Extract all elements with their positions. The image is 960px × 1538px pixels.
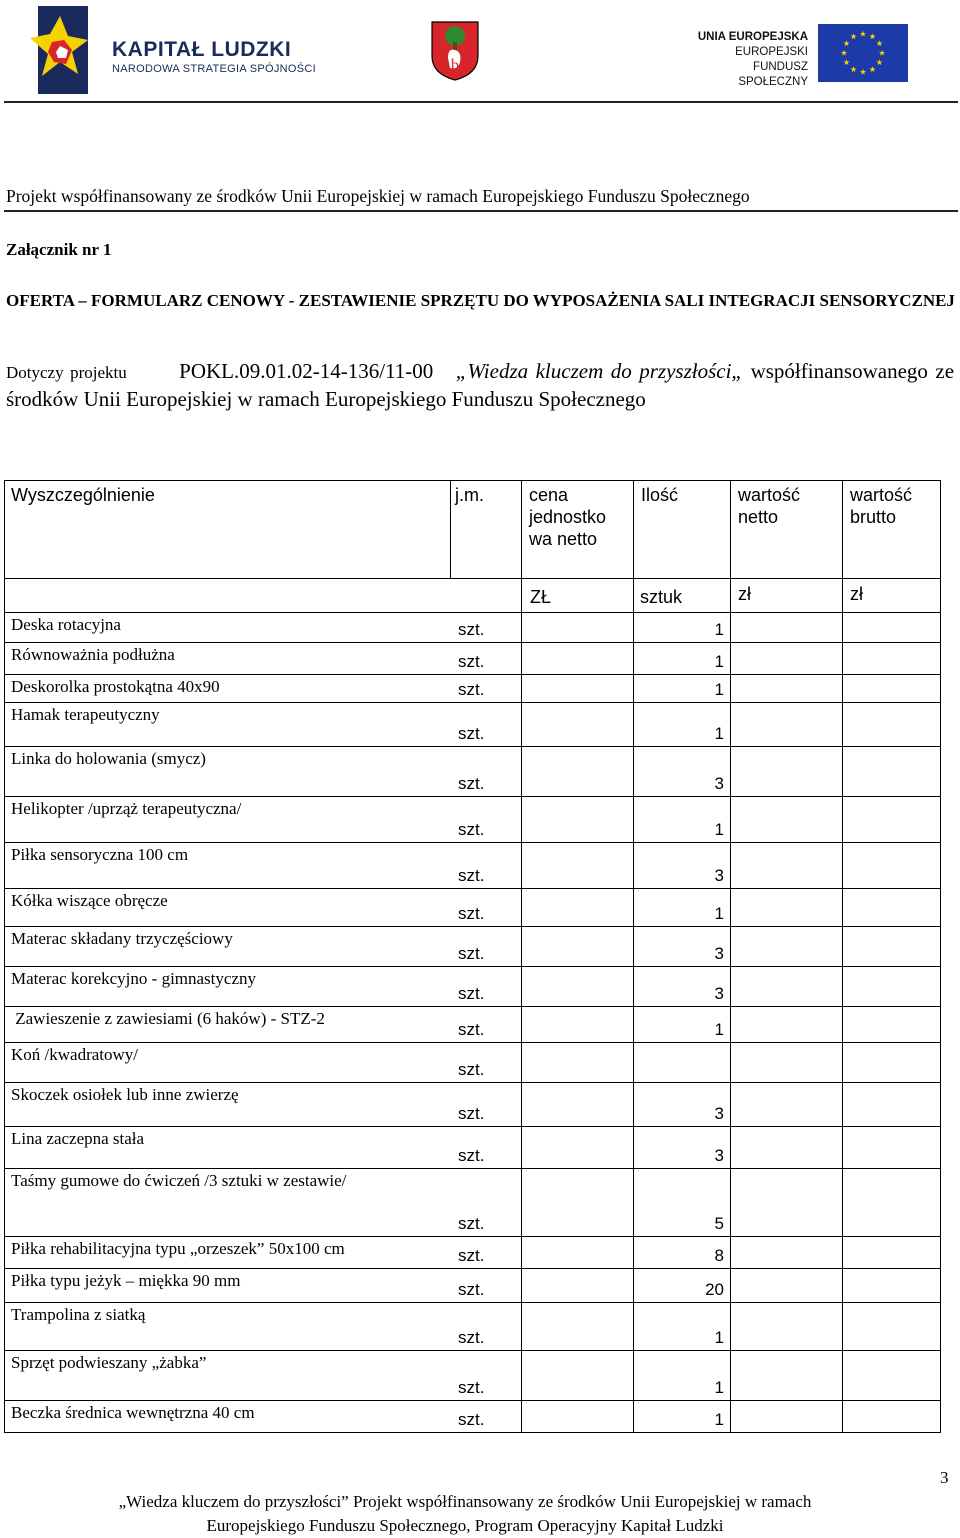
table-column-divider: [730, 480, 731, 1433]
table-row-divider: [4, 674, 940, 675]
project-code: POKL.09.01.02-14-136/11-00: [179, 359, 434, 383]
table-row-divider: [4, 796, 940, 797]
row-item-name: Lina zaczepna stała: [11, 1129, 145, 1148]
row-item-name: Równoważnia podłużna: [11, 645, 175, 664]
table-edge-border: [940, 480, 941, 1433]
subheader-net-unit: zł: [738, 584, 751, 604]
table-row-divider: [4, 1168, 940, 1169]
row-unit: szt.: [458, 1280, 485, 1299]
row-item-name: Linka do holowania (smycz): [11, 749, 206, 768]
row-unit: szt.: [458, 1060, 485, 1079]
row-item-name: Zawieszenie z zawiesiami (6 haków) - STZ-2: [11, 1009, 325, 1028]
row-unit: szt.: [458, 1328, 485, 1347]
row-quantity: 1: [714, 820, 724, 839]
eu-flag-icon: [818, 24, 908, 82]
row-unit: szt.: [458, 866, 485, 885]
project-reference: [6, 358, 954, 413]
row-item-name: Deskorolka prostokątna 40x90: [11, 677, 220, 696]
row-quantity: 20: [705, 1280, 724, 1299]
subheader-gross-unit: zł: [850, 584, 863, 604]
row-quantity: 1: [714, 1020, 724, 1039]
table-edge-border: [4, 480, 5, 1433]
row-quantity: 3: [714, 984, 724, 1003]
table-row-divider: [4, 642, 940, 643]
row-item-name: Kółka wiszące obręcze: [11, 891, 168, 910]
table-row-divider: [4, 842, 940, 843]
table-row-divider: [4, 612, 940, 613]
row-quantity: 1: [714, 1410, 724, 1429]
footer-line2: Europejskiego Funduszu Społecznego, Program Operacyjny Kapitał Ludzki: [206, 1516, 724, 1535]
header-gross: wartość brutto: [850, 485, 913, 527]
row-item-name: Materac korekcyjno - gimnastyczny: [11, 969, 256, 988]
row-quantity: 1: [714, 904, 724, 923]
table-row-divider: [4, 746, 940, 747]
table-row-divider: [4, 888, 940, 889]
table-column-divider: [521, 480, 522, 1433]
page-footer: [0, 1490, 930, 1538]
row-item-name: Materac składany trzyczęściowy: [11, 929, 233, 948]
table-row-divider: [4, 1350, 940, 1351]
row-item-name: Beczka średnica wewnętrzna 40 cm: [11, 1403, 255, 1422]
row-unit: szt.: [458, 724, 485, 743]
row-unit: szt.: [458, 1378, 485, 1397]
eu-logo-text: [684, 30, 808, 90]
header-net: wartość netto: [738, 485, 801, 527]
table-row-divider: [4, 926, 940, 927]
header-qty: Ilość: [641, 485, 679, 505]
row-quantity: 3: [714, 1146, 724, 1165]
row-quantity: 3: [714, 774, 724, 793]
table-bottom-border: [4, 1432, 940, 1433]
row-item-name: Piłka sensoryczna 100 cm: [11, 845, 189, 864]
row-item-name: Piłka rehabilitacyjna typu „orzeszek” 50x100 cm: [11, 1239, 345, 1258]
table-row-divider: [4, 1006, 940, 1007]
header-item: Wyszczególnienie: [11, 485, 155, 505]
row-unit: szt.: [458, 774, 485, 793]
row-unit: szt.: [458, 1410, 485, 1429]
row-item-name: Sprzęt podwieszany „żabka”: [11, 1353, 207, 1372]
page-number: 3: [940, 1468, 949, 1487]
row-quantity: 5: [714, 1214, 724, 1233]
row-item-name: Skoczek osiołek lub inne zwierzę: [11, 1085, 239, 1104]
row-unit: szt.: [458, 820, 485, 839]
footer-line1: „Wiedza kluczem do przyszłości” Projekt współfinansowany ze środków Unii Europejskiej w ramach: [118, 1492, 812, 1511]
project-title: „Wiedza kluczem do przyszłości„: [455, 359, 744, 383]
table-header-divider: [4, 578, 940, 579]
row-unit: szt.: [458, 944, 485, 963]
kapital-ludzki-title: KAPITAŁ LUDZKI: [112, 38, 292, 61]
row-quantity: 8: [714, 1246, 724, 1265]
row-unit: szt.: [458, 904, 485, 923]
subheader-price-unit: ZŁ: [530, 587, 552, 607]
row-quantity: 1: [714, 724, 724, 743]
row-unit: szt.: [458, 1214, 485, 1233]
row-unit: szt.: [458, 1020, 485, 1039]
table-column-divider: [633, 480, 634, 1433]
page-header: [0, 0, 960, 104]
table-row-divider: [4, 1268, 940, 1269]
table-row-divider: [4, 1400, 940, 1401]
table-row-divider: [4, 702, 940, 703]
reference-lead: Dotyczy projektu: [6, 363, 127, 382]
table-top-border: [4, 480, 940, 481]
row-item-name: Piłka typu jeżyk – miękka 90 mm: [11, 1271, 241, 1290]
table-row-divider: [4, 1302, 940, 1303]
project-line: Projekt współfinansowany ze środków Unii Europejskiej w ramach Europejskiego Funduszu Społecznego: [6, 186, 750, 206]
table-row-divider: [4, 1042, 940, 1043]
row-unit: szt.: [458, 1246, 485, 1265]
row-unit: szt.: [458, 680, 485, 699]
table-column-divider: [450, 480, 451, 578]
row-quantity: 1: [714, 620, 724, 639]
row-unit: szt.: [458, 984, 485, 1003]
row-quantity: 1: [714, 680, 724, 699]
header-divider: [4, 101, 958, 103]
reference-rest: współfinansowanego ze środków Unii Europejskiej w ramach Europejskiego Funduszu Społecznego: [6, 359, 955, 411]
table-row-divider: [4, 966, 940, 967]
row-item-name: Koń /kwadratowy/: [11, 1045, 139, 1064]
row-item-name: Helikopter /uprząż terapeutyczna/: [11, 799, 242, 818]
row-item-name: Taśmy gumowe do ćwiczeń /3 sztuki w zestawie/: [11, 1171, 347, 1190]
row-quantity: 1: [714, 652, 724, 671]
svg-text:b: b: [451, 57, 459, 74]
row-quantity: 3: [714, 944, 724, 963]
row-unit: szt.: [458, 652, 485, 671]
table-row-divider: [4, 1236, 940, 1237]
row-item-name: Hamak terapeutyczny: [11, 705, 160, 724]
eu-logo-line1: UNIA EUROPEJSKA: [697, 31, 808, 43]
eu-logo-line2: EUROPEJSKI: [735, 46, 808, 58]
kapital-ludzki-logo-mark: [30, 6, 90, 96]
row-item-name: Deska rotacyjna: [11, 615, 121, 634]
eu-logo-line3: FUNDUSZ SPOŁECZNY: [738, 61, 808, 88]
row-unit: szt.: [458, 1146, 485, 1165]
table-row-divider: [4, 1126, 940, 1127]
kapital-ludzki-subtitle: NARODOWA STRATEGIA SPÓJNOŚCI: [112, 63, 316, 75]
row-quantity: 3: [714, 866, 724, 885]
row-unit: szt.: [458, 1104, 485, 1123]
attachment-label: Załącznik nr 1: [6, 240, 112, 259]
row-unit: szt.: [458, 620, 485, 639]
offer-title: OFERTA – FORMULARZ CENOWY - ZESTAWIENIE SPRZĘTU DO WYPOSAŻENIA SALI INTEGRACJI SENSORYCZNEJ: [6, 291, 955, 310]
header-unit: j.m.: [455, 485, 484, 505]
row-quantity: 3: [714, 1104, 724, 1123]
subheader-qty-unit: sztuk: [640, 587, 683, 607]
table-column-divider: [842, 480, 843, 1433]
header-price: cena jednostko wa netto: [529, 485, 607, 549]
row-item-name: Trampolina z siatką: [11, 1305, 146, 1324]
row-quantity: 1: [714, 1378, 724, 1397]
table-row-divider: [4, 1082, 940, 1083]
row-quantity: 1: [714, 1328, 724, 1347]
town-crest-icon: [430, 18, 480, 82]
project-divider: [4, 210, 958, 212]
